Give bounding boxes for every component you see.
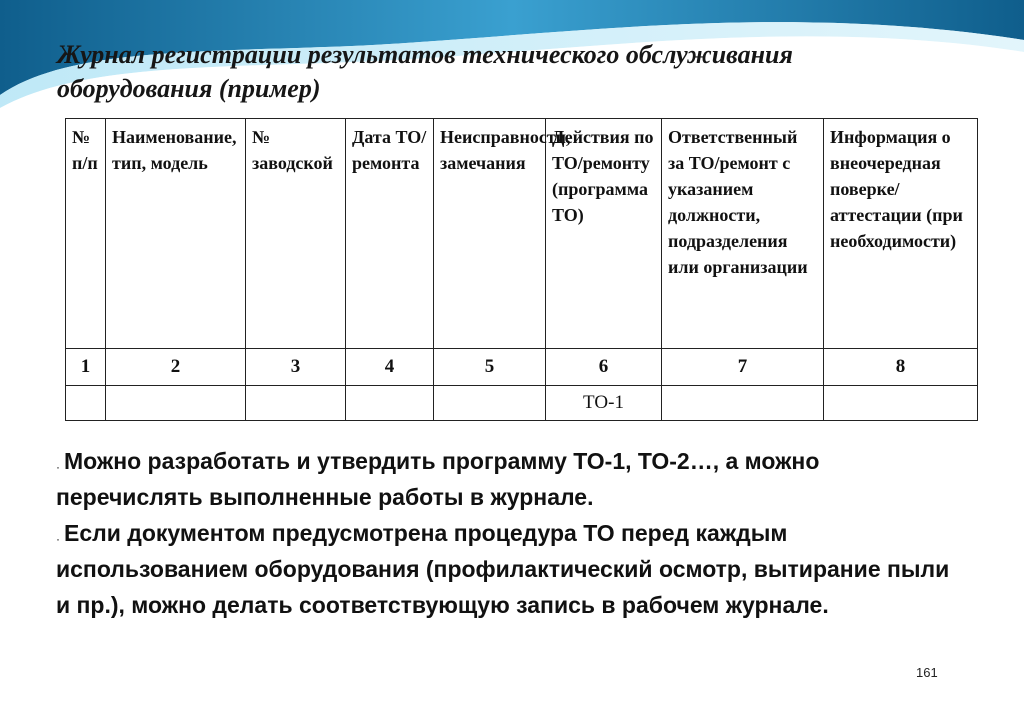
- header-cell: Дата ТО/ ремонта: [346, 119, 434, 349]
- page-title: [57, 38, 957, 106]
- column-number: 5: [434, 349, 546, 386]
- table-cell: [346, 386, 434, 421]
- column-number: 7: [662, 349, 824, 386]
- header-cell: Ответственный за ТО/ремонт с указанием должности, подразделения или организации: [662, 119, 824, 349]
- title-line-1: Журнал регистрации результатов технического обслуживания: [57, 40, 793, 69]
- table-cell: [662, 386, 824, 421]
- header-cell: Неисправности, замечания: [434, 119, 546, 349]
- table-row: [66, 386, 978, 421]
- notes-list: [56, 443, 956, 623]
- note-item: [56, 515, 956, 623]
- table-cell: [106, 386, 246, 421]
- table-cell: [246, 386, 346, 421]
- note-text: Можно разработать и утвердить программу ТО-1, ТО-2…, а можно перечислять выполненные работы в журнале.: [56, 448, 820, 510]
- journal-table: [65, 118, 978, 421]
- title-note: (пример): [218, 74, 321, 103]
- bullet-dot: ·: [56, 460, 60, 474]
- column-number: 4: [346, 349, 434, 386]
- column-number: 8: [824, 349, 978, 386]
- column-number: 6: [546, 349, 662, 386]
- column-number: 2: [106, 349, 246, 386]
- column-number: 3: [246, 349, 346, 386]
- title-line-2: [57, 72, 957, 106]
- table-cell: [66, 386, 106, 421]
- note-item: [56, 443, 956, 515]
- header-cell: Действия по ТО/ремонту (программа ТО): [546, 119, 662, 349]
- page-number: 161: [916, 665, 938, 680]
- header-cell: № п/п: [66, 119, 106, 349]
- header-cell: № заводской: [246, 119, 346, 349]
- table-cell-to1: ТО-1: [546, 386, 662, 421]
- title-line-2-main: оборудования: [57, 74, 219, 103]
- note-text: Если документом предусмотрена процедура ТО перед каждым использованием оборудования (профилактический осмотр, вытирание пыли и пр.), можно делать соответствующую запись в рабочем журнале.: [56, 520, 950, 618]
- column-number-row: [66, 349, 978, 386]
- bullet-dot: ·: [56, 532, 60, 546]
- table-cell: [824, 386, 978, 421]
- header-cell: Наименование, тип, модель: [106, 119, 246, 349]
- table-cell: [434, 386, 546, 421]
- table-header-row: [66, 119, 978, 349]
- header-cell: Информация о внеочередная поверке/аттестации (при необходимости): [824, 119, 978, 349]
- column-number: 1: [66, 349, 106, 386]
